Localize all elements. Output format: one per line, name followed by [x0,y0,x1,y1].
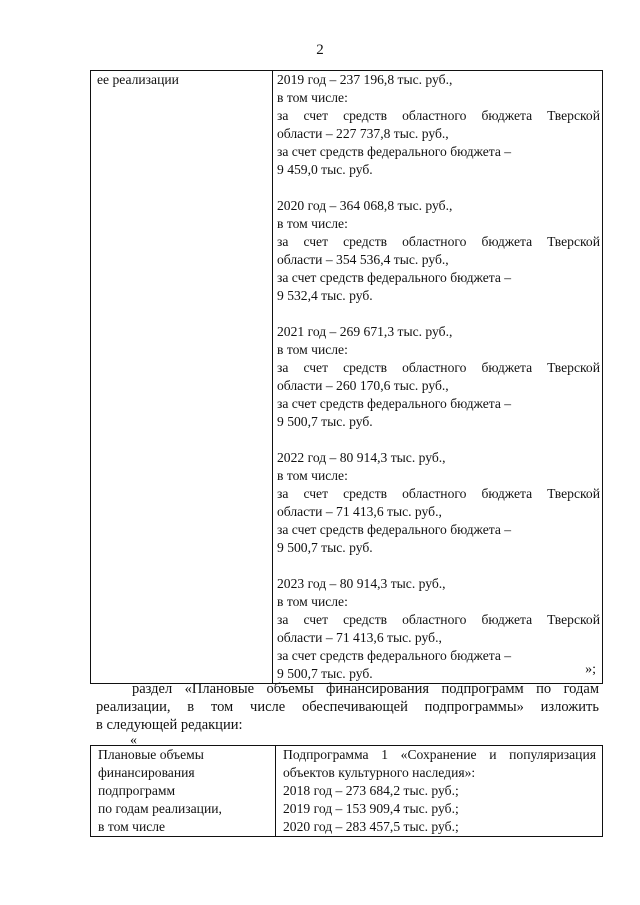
right-line [279,746,599,764]
block-line: за счет средств областного бюджета Тверской [277,108,600,123]
amendment-paragraph [96,680,599,734]
block-line: 9 532,4 тыс. руб. [277,288,373,303]
year-block-2019 [277,71,600,179]
block-line: в том числе: [277,216,348,231]
block-line: в том числе: [277,468,348,483]
right-line-text: Подпрограмма 1 «Сохранение и популяризация [283,747,596,762]
block-line: за счет средств областного бюджета Тверской [277,234,600,249]
block-line: за счет средств федерального бюджета – [277,648,512,663]
block-line: 2021 год – 269 671,3 тыс. руб., [277,324,453,339]
block-line: в том числе: [277,90,348,105]
left-line: подпрограмм [98,783,176,798]
block-line: 9 500,7 тыс. руб. [277,414,373,429]
block-line: за счет средств федерального бюджета – [277,270,512,285]
left-line: Плановые объемы [98,747,204,762]
table-right-cell [273,71,603,684]
block-line: за счет средств областного бюджета Тверской [277,612,600,627]
left-line: финансирования [98,765,195,780]
block-line: 2023 год – 80 914,3 тыс. руб., [277,576,446,591]
funding-table-continued [90,70,603,684]
block-line: области – 227 737,8 тыс. руб., [277,126,449,141]
block-line: 9 459,0 тыс. руб. [277,162,373,177]
block-line: 9 500,7 тыс. руб. [277,540,373,555]
block-line: области – 71 413,6 тыс. руб., [277,630,442,645]
year-block-2020 [277,197,600,305]
block-line: за счет средств федерального бюджета – [277,144,512,159]
block-line: области – 71 413,6 тыс. руб., [277,504,442,519]
block-line: в том числе: [277,342,348,357]
block-line: 2019 год – 237 196,8 тыс. руб., [277,72,453,87]
block-line: в том числе: [277,594,348,609]
block-line: области – 260 170,6 тыс. руб., [277,378,449,393]
right-line: 2018 год – 273 684,2 тыс. руб.; [283,783,459,798]
year-block-2022 [277,449,600,557]
left-cell-text: ее реализации [97,72,179,87]
block-line: за счет средств областного бюджета Тверской [277,360,600,375]
left-line: по годам реализации, [98,801,222,816]
table-right-cell [276,746,603,837]
year-block-2021 [277,323,600,431]
table-left-cell [91,71,273,684]
block-line: за счет средств областного бюджета Тверской [277,486,600,501]
paragraph-line: раздел «Плановые объемы финансирования подпрограмм по годам [132,681,599,697]
block-line: за счет средств федерального бюджета – [277,522,512,537]
block-line: 2020 год – 364 068,8 тыс. руб., [277,198,453,213]
paragraph-line: реализации, в том числе обеспечивающей подпрограммы» изложить [96,699,599,715]
right-line: 2019 год – 153 909,4 тыс. руб.; [283,801,459,816]
right-line: объектов культурного наследия»: [283,765,476,780]
block-line: 2022 год – 80 914,3 тыс. руб., [277,450,446,465]
block-line: 9 500,7 тыс. руб. [277,666,373,681]
year-block-2023 [277,575,600,683]
closing-quote: »; [585,662,596,677]
block-line: области – 354 536,4 тыс. руб., [277,252,449,267]
left-line: в том числе [98,819,166,834]
right-line: 2020 год – 283 457,5 тыс. руб.; [283,819,459,834]
table-left-cell [91,746,276,837]
page-number: 2 [316,42,324,58]
paragraph-line: в следующей редакции: [96,717,243,733]
funding-plan-table [90,745,603,837]
block-line: за счет средств федерального бюджета – [277,396,512,411]
opening-quote: « [130,733,137,748]
